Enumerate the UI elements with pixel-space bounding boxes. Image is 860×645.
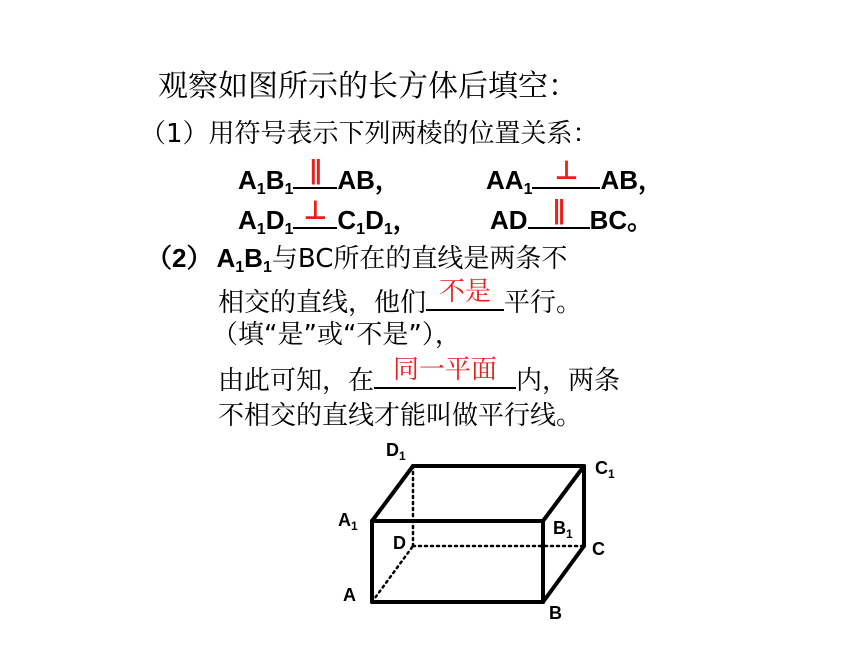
vertex-label-d: D [393,533,406,553]
parallel-symbol: ∥ [308,155,322,185]
edge-a1-d1 [372,466,413,521]
vertex-label-a: A [343,585,356,605]
q2-number: （2） [146,243,213,273]
q2-line5: 不相交的直线才能叫做平行线。 [218,401,583,431]
parallel-symbol: ∥ [552,195,566,225]
q2-line2-pre: 相交的直线，他们 [218,288,427,318]
vertex-label-b1: $B_1$ [553,518,573,541]
vertex-label-c: C [592,539,605,559]
q2-line2-post: 平行。 [504,288,583,318]
q1-r1a-right: AB， [337,165,401,195]
q1-r1a-left: $A_1B_1$ [238,165,294,198]
question-1-prompt: （1）用符号表示下列两棱的位置关系： [140,119,599,149]
q2-answer-2: 同一平面 [393,355,498,385]
edge-b1-c1 [543,466,584,521]
perpendicular-symbol: ⊥ [554,155,579,185]
page-title: 观察如图所示的长方体后填空： [158,69,578,104]
vertex-label-a1: $A_1$ [338,510,358,533]
vertex-label-c1: $C_1$ [595,458,615,481]
q2-segment: $A_1B_1$ [216,243,272,276]
q2-line4-post: 内，两条 [516,366,621,396]
edge-b-c [543,546,584,602]
q1-r2a-left: $A_1D_1$ [238,205,294,238]
q1-r2b-left: AD [490,205,528,235]
q2-line1-text: 与BC所在的直线是两条不 [271,244,568,274]
q1-r1b-left: $AA_1$ [486,165,533,198]
q2-line3: （填“是”或“不是”）， [212,320,461,350]
perpendicular-symbol: ⊥ [303,195,328,225]
vertex-label-b: B [549,603,562,623]
hidden-edge-a-d [372,546,413,602]
q2-line4-pre: 由此可知，在 [218,366,375,396]
q2-answer-1: 不是 [439,277,492,307]
q1-r2b-right: BC。 [589,205,654,235]
q1-r2a-right: $C_1D_1$， [337,205,419,238]
q1-r1b-right: AB， [600,165,665,195]
vertex-label-d1: $D_1$ [386,440,406,463]
